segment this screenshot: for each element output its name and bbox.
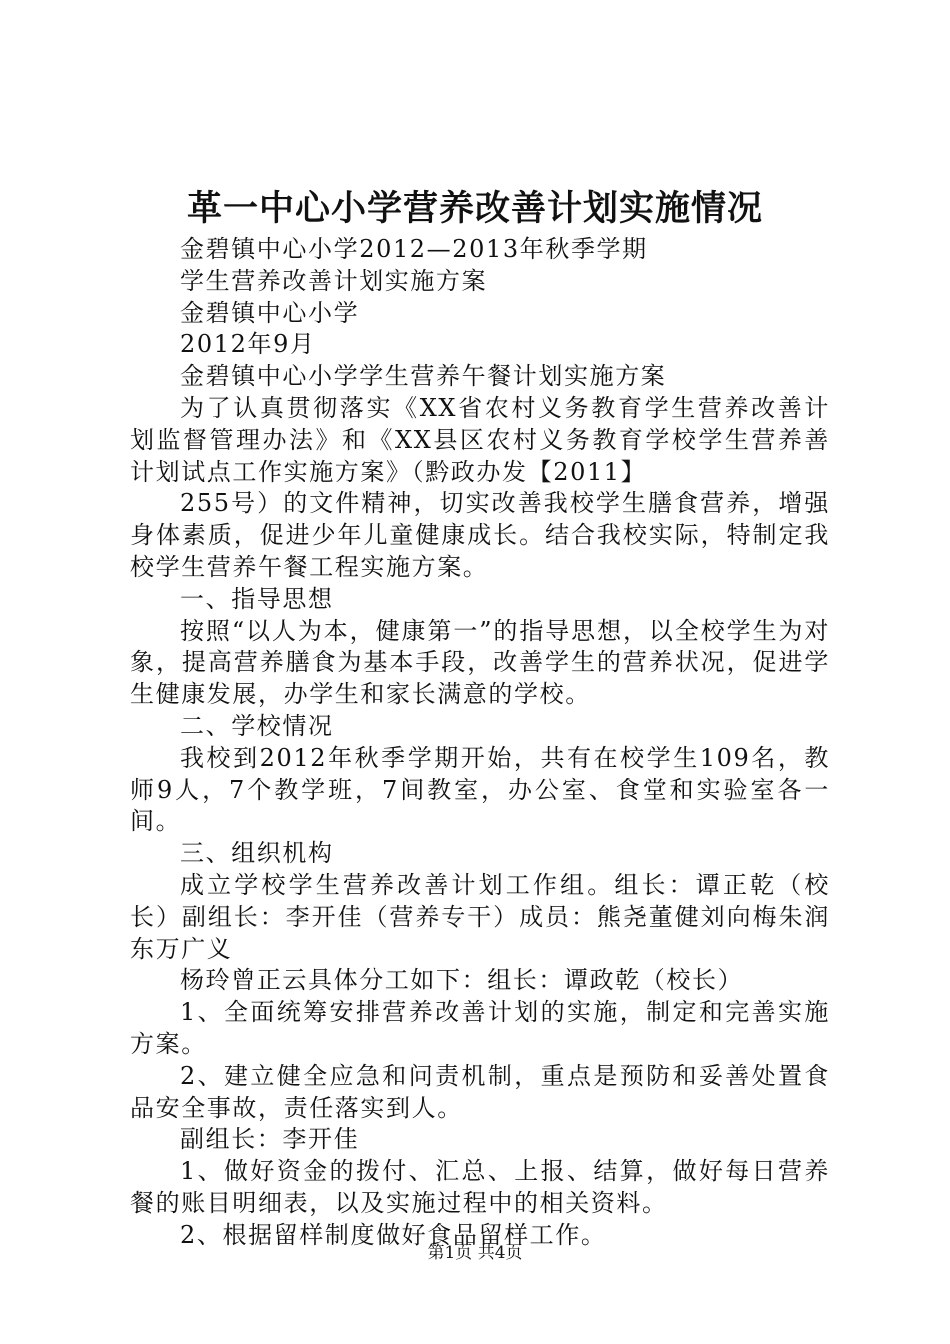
document-body	[130, 234, 830, 1252]
document-title: 革一中心小学营养改善计划实施情况	[186, 188, 763, 229]
list-item-deputy-duty-2: 2、根据留样制度做好食品留样工作。	[180, 1220, 607, 1249]
list-item-deputy-duty-1: 1、做好资金的拨付、汇总、上报、结算，做好每日营养餐的账目明细表，以及实施过程中的相关资料。	[130, 1157, 830, 1217]
header-line-date: 2012年9月	[180, 330, 316, 359]
header-line-term: 金碧镇中心小学2012—2013年秋季学期	[180, 235, 648, 263]
paragraph-organization: 成立学校学生营养改善计划工作组。组长：谭正乾（校长）副组长：李开佳（营养专干）成员：熊尧董健刘向梅朱润东万广义	[130, 870, 830, 963]
header-line-plan-name: 学生营养改善计划实施方案	[180, 266, 488, 295]
subheading-deputy-leader: 副组长：李开佳	[180, 1125, 360, 1154]
paragraph-intro: 为了认真贯彻落实《XX省农村义务教育学生营养改善计划监督管理办法》和《XX县区农村义务教育学校学生营养善计划试点工作实施方案》（黔政办发【2011】	[130, 393, 830, 486]
page-footer: 第1页 共4页	[427, 1243, 523, 1263]
paragraph-school-info: 我校到2012年秋季学期开始，共有在校学生109名，教师9人，7个教学班，7间教室，办公室、食堂和实验室各一间。	[130, 743, 830, 836]
section-heading-school-info: 二、学校情况	[180, 711, 334, 740]
list-item-leader-duty-1: 1、全面统筹安排营养改善计划的实施，制定和完善实施方案。	[130, 998, 830, 1058]
section-heading-guiding-thought: 一、指导思想	[180, 584, 334, 613]
paragraph-guiding-thought: 按照“以人为本，健康第一”的指导思想，以全校学生为对象，提高营养膳食为基本手段，改善学生的营养状况，促进学生健康发展，办学生和家长满意的学校。	[130, 616, 830, 709]
list-item-leader-duty-2: 2、建立健全应急和问责机制，重点是预防和妥善处置食品安全事故，责任落实到人。	[130, 1061, 830, 1122]
section-heading-organization: 三、组织机构	[180, 839, 334, 868]
header-line-school: 金碧镇中心小学	[180, 298, 360, 327]
paragraph-division-of-work: 杨玲曾正云具体分工如下：组长：谭政乾（校长）	[180, 966, 744, 995]
header-line-lunch-plan: 金碧镇中心小学学生营养午餐计划实施方案	[180, 362, 667, 391]
paragraph-purpose: 255号）的文件精神，切实改善我校学生膳食营养，增强身体素质，促进少年儿童健康成长。结合我校实际，特制定我校学生营养午餐工程实施方案。	[130, 489, 830, 581]
